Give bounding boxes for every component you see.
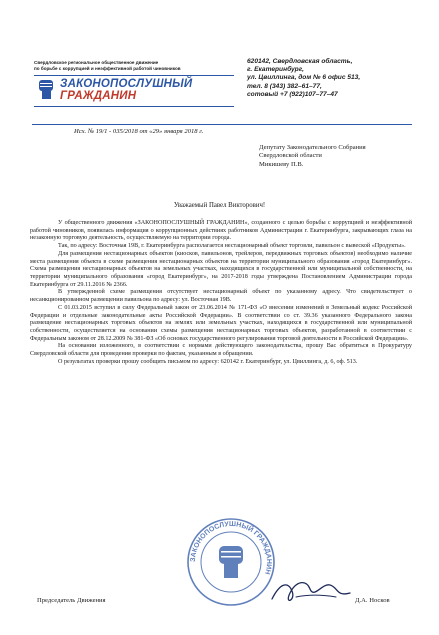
body-paragraph: В утвержденной схеме размещения отсутствует нестационарный объект по указанному адресу. Что свидетельствует о несанкционированном размещении павильона по адресу: ул. Восточная 19В.	[30, 289, 412, 304]
signatory-name: Д.А. Носков	[355, 597, 390, 604]
stamp-ring-text: ЗАКОНОПОСЛУШНЫЙ ГРАЖДАНИН	[189, 520, 273, 576]
contact-line: г. Екатеринбург,	[247, 66, 304, 74]
body-paragraph: Так, по адресу: Восточная 19В, г. Екатеринбурга располагается нестационарный объект торговли, павильон с вывеской «Продукты».	[58, 243, 406, 250]
salutation: Уважаемый Павел Викторович!	[173, 202, 266, 209]
body-paragraph: С 01.03.2015 вступил в силу Федеральный закон от 23.06.2014 № 171-ФЗ «О внесении изменений в Земельный кодекс Российской Федерации и отдельные законодательные акты Российской Федерации». В соответствии со ст. 39.36 указанного Федерального закона размещение нестационарных торговых объектов на землях или земельных участках, находящихся в государственной или муниципальной собственности, осуществляется на основании схемы размещения нестационарных торговых объектов, разработанной в соответствии с Федеральным законом от 28.12.2009 № 381-ФЗ «Об основах государственного регулирования торговой деятельности в Российской Федерации».	[30, 304, 412, 342]
body-paragraph: У общественного движения «ЗАКОНОПОСЛУШНЫЙ ГРАЖДАНИН», созданного с целью борьбы с коррупцией и неэффективной работой чиновников, появилась информация о коррупционных действиях работников Администрации г. Екатеринбурга, закрывающих глаза на незаконную торговую деятельность, осуществляемую на территории города.	[30, 220, 412, 242]
contact-line: сотовый +7 (922)107–77–47	[247, 90, 338, 98]
handwritten-signature	[266, 573, 356, 609]
addressee-line: Свердловской области	[259, 152, 322, 160]
organization-name-line-1: Свердловское региональное общественное движение	[34, 60, 159, 65]
body-paragraph: Для размещения нестационарных объектов (киосков, павильонов, трейлеров, передвижных торговых объектов) необходимо наличие места размещения объекта в схеме размещения нестационарных объектов на территории муниципального образования «город Екатеринбург». Схема размещения нестационарных объектов на земельных участках, находящихся в государственной или муниципальной собственности, на территории муниципального образования «город Екатеринбург», на 2017-2018 годы утверждена Постановлением Администрации города Екатеринбурга от 29.11.2016 № 2366.	[30, 251, 412, 288]
contact-line: ул. Цвиллинга, дом № 6 офис 513,	[247, 74, 361, 82]
logo-text-line-2: ГРАЖДАНИН	[60, 90, 137, 102]
organization-stamp	[185, 516, 277, 608]
stamp-fist-icon	[219, 546, 243, 578]
contact-block	[247, 58, 417, 99]
header-divider	[32, 124, 412, 125]
body-paragraph: На основании изложенного, в соответствии с нормами действующего законодательства, прошу Вас обратиться в Прокуратуру Свердловской области для проведения проверки по фактам, указанным в обращении.	[30, 343, 412, 358]
signatory-title: Председатель Движения	[37, 597, 106, 604]
addressee-line: Депутату Законодательного Собрания	[259, 144, 366, 151]
body-paragraph: О результатах проверки прошу сообщить письмом по адресу: 620142 г. Екатеринбург, ул. Цвиллинга, д. 6, оф. 513.	[58, 358, 358, 365]
contact-line: 620142, Свердловская область,	[247, 58, 353, 65]
contact-line: тел. 8 (343) 382–61–77,	[247, 82, 322, 90]
outgoing-reference: Исх. № 19/1 - 035/2018 от «29» января 2018 г.	[74, 128, 204, 135]
organization-name	[34, 60, 244, 71]
fist-icon	[36, 78, 56, 100]
logo-text-line-1: ЗАКОНОПОСЛУШНЫЙ	[60, 78, 193, 90]
logo	[34, 75, 234, 103]
addressee-line: Микишеву П.В.	[259, 160, 304, 168]
organization-name-line-2: по борьбе с коррупцией и неэффективной работой чиновников	[34, 65, 181, 71]
addressee-block	[259, 144, 366, 169]
letter-body	[30, 220, 412, 367]
